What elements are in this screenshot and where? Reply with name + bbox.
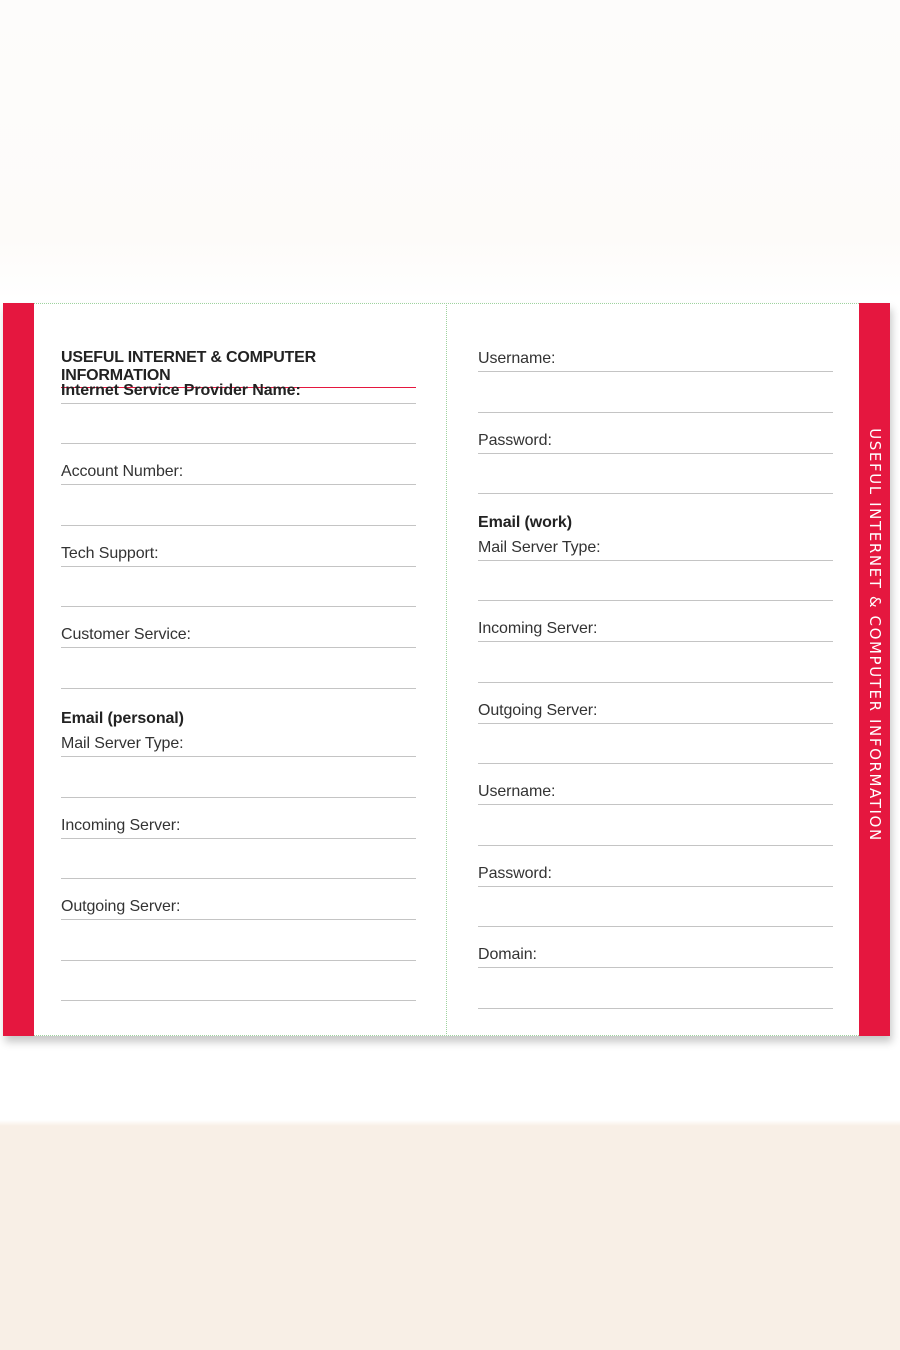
- account-number-line-2[interactable]: [61, 525, 416, 526]
- work-username-line[interactable]: [478, 804, 833, 805]
- work-mail-server-type-line-2[interactable]: [478, 600, 833, 601]
- password-label: Password:: [478, 432, 552, 449]
- work-password-line-2[interactable]: [478, 926, 833, 927]
- domain-line[interactable]: [478, 967, 833, 968]
- work-incoming-server-label: Incoming Server:: [478, 620, 598, 637]
- work-password-line[interactable]: [478, 886, 833, 887]
- domain-label: Domain:: [478, 946, 537, 963]
- password-line[interactable]: [478, 453, 833, 454]
- work-password-label: Password:: [478, 865, 552, 882]
- left-page: [61, 303, 416, 1036]
- incoming-server-line-2[interactable]: [61, 878, 416, 879]
- outgoing-server-line-2[interactable]: [61, 960, 416, 961]
- incoming-server-label: Incoming Server:: [61, 817, 181, 834]
- mail-server-type-line[interactable]: [61, 756, 416, 757]
- right-page: [478, 303, 833, 1036]
- password-line-2[interactable]: [478, 493, 833, 494]
- incoming-server-line[interactable]: [61, 838, 416, 839]
- customer-service-label: Customer Service:: [61, 626, 191, 643]
- work-incoming-server-line-2[interactable]: [478, 682, 833, 683]
- customer-service-line-2[interactable]: [61, 688, 416, 689]
- mail-server-type-line-2[interactable]: [61, 797, 416, 798]
- username-label: Username:: [478, 350, 556, 367]
- isp-name-line[interactable]: [61, 403, 416, 404]
- work-outgoing-server-line[interactable]: [478, 723, 833, 724]
- username-line[interactable]: [478, 371, 833, 372]
- work-outgoing-server-label: Outgoing Server:: [478, 702, 598, 719]
- organizer-spread: [3, 303, 890, 1036]
- account-number-label: Account Number:: [61, 463, 184, 480]
- outgoing-server-line-3[interactable]: [61, 1000, 416, 1001]
- tech-support-label: Tech Support:: [61, 545, 159, 562]
- email-work-heading: Email (work): [478, 514, 572, 531]
- account-number-line[interactable]: [61, 484, 416, 485]
- username-line-2[interactable]: [478, 412, 833, 413]
- side-tab-title: [859, 303, 890, 1036]
- center-fold-guide: [446, 303, 447, 1036]
- work-mail-server-type-line[interactable]: [478, 560, 833, 561]
- tech-support-line-2[interactable]: [61, 606, 416, 607]
- work-mail-server-type-label: Mail Server Type:: [478, 539, 601, 556]
- customer-service-line[interactable]: [61, 647, 416, 648]
- email-personal-heading: Email (personal): [61, 710, 184, 727]
- work-incoming-server-line[interactable]: [478, 641, 833, 642]
- outgoing-server-line[interactable]: [61, 919, 416, 920]
- work-username-label: Username:: [478, 783, 556, 800]
- page-title: USEFUL INTERNET & COMPUTER INFORMATION: [61, 349, 416, 388]
- tech-support-line[interactable]: [61, 566, 416, 567]
- domain-line-2[interactable]: [478, 1008, 833, 1009]
- work-username-line-2[interactable]: [478, 845, 833, 846]
- left-red-edge: [3, 303, 34, 1036]
- isp-name-line-2[interactable]: [61, 443, 416, 444]
- outgoing-server-label: Outgoing Server:: [61, 898, 181, 915]
- mail-server-type-label: Mail Server Type:: [61, 735, 184, 752]
- isp-name-label: Internet Service Provider Name:: [61, 382, 301, 399]
- work-outgoing-server-line-2[interactable]: [478, 763, 833, 764]
- side-tab-text: USEFUL INTERNET & COMPUTER INFORMATION: [865, 427, 884, 842]
